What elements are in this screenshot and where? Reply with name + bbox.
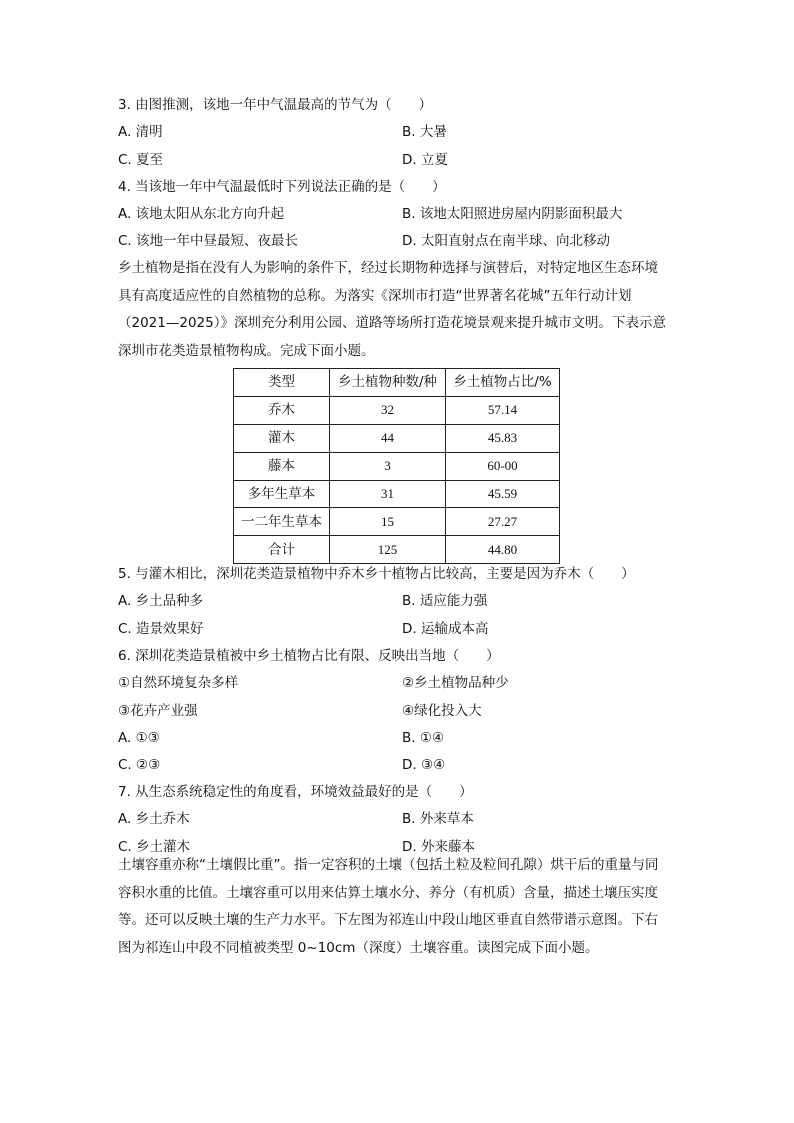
q5-option-a: A. 乡土品种多 xyxy=(118,593,204,609)
q6-option-a: A. ①③ xyxy=(118,730,160,746)
table-cell-type: 藤本 xyxy=(234,452,330,480)
table-header: 类型 xyxy=(234,369,330,397)
intro2-line: 等。还可以反映土壤的生产力水平。下左图为祁连山中段山地区垂直自然带谱示意图。下右 xyxy=(118,912,658,928)
q3-option-c: C. 夏至 xyxy=(118,152,164,168)
q7-option-c: C. 乡土灌木 xyxy=(118,839,191,855)
table-cell-count: 31 xyxy=(330,480,446,508)
table-cell-type: 合计 xyxy=(234,536,330,564)
q6-option-c: C. ②③ xyxy=(118,757,161,773)
intro1-line: 深圳市花类造景植物构成。完成下面小题。 xyxy=(118,342,375,359)
intro2-line: 土壤容重亦称“土壤假比重”。指一定容积的土壤（包括土粒及粒间孔隙）烘干后的重量与同 xyxy=(118,857,659,873)
q7-option-d: D. 外来藤本 xyxy=(402,839,475,855)
table-cell-percent: 60-00 xyxy=(446,452,560,480)
intro1-line: 乡土植物是指在没有人为影响的条件下，经过长期物种选择与演替后，对特定地区生态环境 xyxy=(118,260,658,276)
intro2-line: 容积水重的比值。土壤容重可以用来估算土壤水分、养分（有机质）含量，描述土壤压实度 xyxy=(118,884,658,901)
soil-density-intro xyxy=(118,852,678,962)
intro2-line: 图为祁连山中段不同植被类型 0~10cm（深度）土壤容重。读图完成下面小题。 xyxy=(118,939,599,956)
table-cell-type: 灌木 xyxy=(234,424,330,452)
q6-option-b: B. ①④ xyxy=(402,730,445,746)
table-cell-count: 15 xyxy=(330,508,446,536)
q6-item-2: ②乡土植物品种少 xyxy=(402,675,509,691)
q4-option-c: C. 该地一年中昼最短、夜最长 xyxy=(118,233,299,249)
table-header: 乡土植物种数/种 xyxy=(330,369,446,397)
q7-option-a: A. 乡土乔木 xyxy=(118,811,190,827)
q6-item-1: ①自然环境复杂多样 xyxy=(118,675,239,691)
table-cell-type: 乔木 xyxy=(234,396,330,424)
table-row xyxy=(234,508,560,536)
q5-option-b: B. 适应能力强 xyxy=(402,593,488,609)
table-cell-count: 44 xyxy=(330,424,446,452)
table-cell-percent: 45.59 xyxy=(446,480,560,508)
q3-stem: 3. 由图推测，该地一年中气温最高的节气为（ ） xyxy=(118,97,433,113)
intro1-line: （2021—2025）》深圳充分利用公园、道路等场所打造花境景观来提升城市文明。下表示意 xyxy=(118,315,666,331)
q4-option-d: D. 太阳直射点在南半球、向北移动 xyxy=(402,233,610,249)
q4-stem: 4. 当该地一年中气温最低时下列说法正确的是（ ） xyxy=(118,179,446,195)
table-header: 乡土植物占比/% xyxy=(446,369,560,397)
q5-option-c: C. 造景效果好 xyxy=(118,621,204,637)
table-cell-percent: 44.80 xyxy=(446,536,560,564)
intro1-line: 具有高度适应性的自然植物的总称。为落实《深圳市打造“世界著名花城”五年行动计划 xyxy=(118,287,632,304)
q4-option-a: A. 该地太阳从东北方向升起 xyxy=(118,206,285,222)
q3-option-d: D. 立夏 xyxy=(402,152,448,168)
table-row xyxy=(234,396,560,424)
table-cell-count: 125 xyxy=(330,536,446,564)
table-cell-count: 3 xyxy=(330,452,446,480)
q4-option-b: B. 该地太阳照进房屋内阴影面积最大 xyxy=(402,206,623,222)
q6-item-3: ③花卉产业强 xyxy=(118,703,198,719)
native-plants-intro xyxy=(118,255,678,365)
q7-stem: 7. 从生态系统稳定性的角度看，环境效益最好的是（ ） xyxy=(118,784,473,800)
q5-option-d: D. 运输成本高 xyxy=(402,621,489,637)
q3-option-b: B. 大暑 xyxy=(402,124,447,140)
table-row xyxy=(234,480,560,508)
q5-stem: 5. 与灌木相比，深圳花类造景植物中乔木乡十植物占比较高，主要是因为乔木（ ） xyxy=(118,566,635,582)
native-plant-table xyxy=(233,368,560,564)
table-cell-type: 一二年生草本 xyxy=(234,508,330,536)
table-cell-type: 多年生草本 xyxy=(234,480,330,508)
q6-option-d: D. ③④ xyxy=(402,757,446,773)
q3-option-a: A. 清明 xyxy=(118,124,163,140)
table-header-row xyxy=(234,369,560,397)
q7-option-b: B. 外来草本 xyxy=(402,811,474,827)
table-cell-percent: 57.14 xyxy=(446,396,560,424)
table-cell-percent: 45.83 xyxy=(446,424,560,452)
q6-stem: 6. 深圳花类造景植被中乡土植物占比有限、反映出当地（ ） xyxy=(118,648,500,664)
table-row xyxy=(234,536,560,564)
table-row xyxy=(234,424,560,452)
table-cell-count: 32 xyxy=(330,396,446,424)
table-cell-percent: 27.27 xyxy=(446,508,560,536)
q6-item-4: ④绿化投入大 xyxy=(402,703,482,719)
table-row xyxy=(234,452,560,480)
